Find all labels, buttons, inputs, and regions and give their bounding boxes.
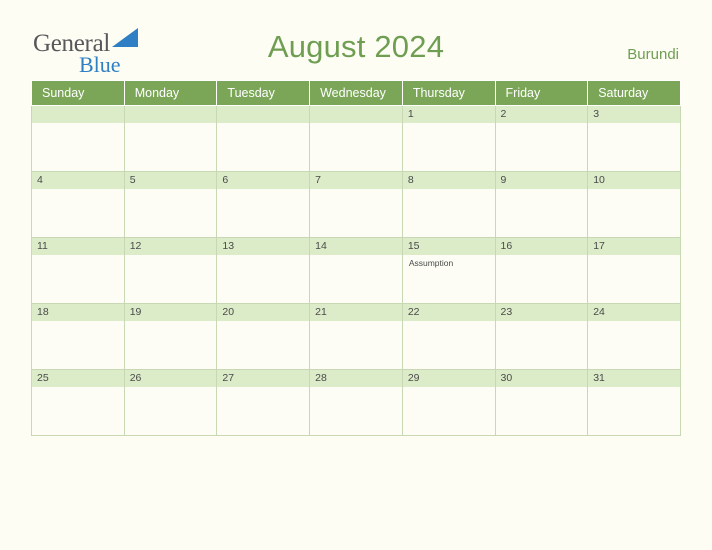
day-cell[interactable]: [402, 304, 495, 370]
day-cell[interactable]: [402, 172, 495, 238]
day-cell-empty: [32, 106, 125, 172]
event-list: [403, 255, 495, 269]
day-cell[interactable]: [217, 172, 310, 238]
day-cell-empty: [124, 106, 217, 172]
day-number: 27: [217, 370, 309, 387]
day-number: 5: [125, 172, 217, 189]
day-number: 2: [496, 106, 588, 123]
day-number: 12: [125, 238, 217, 255]
weekday-header-saturday: Saturday: [588, 81, 681, 106]
month-grid: [31, 80, 681, 436]
day-cell[interactable]: [402, 238, 495, 304]
day-cell[interactable]: [588, 172, 681, 238]
day-number: 26: [125, 370, 217, 387]
event-label: Assumption: [408, 258, 454, 268]
day-number: [32, 106, 124, 123]
week-row: [32, 370, 681, 436]
day-number: 7: [310, 172, 402, 189]
day-cell[interactable]: [217, 370, 310, 436]
day-number: 9: [496, 172, 588, 189]
day-cell[interactable]: [495, 304, 588, 370]
day-number: 18: [32, 304, 124, 321]
day-number: 3: [588, 106, 680, 123]
day-cell[interactable]: [310, 172, 403, 238]
weekday-header-row: [32, 81, 681, 106]
month-body: [32, 106, 681, 436]
week-row: [32, 238, 681, 304]
day-number: 15: [403, 238, 495, 255]
weekday-header-thursday: Thursday: [402, 81, 495, 106]
day-number: 8: [403, 172, 495, 189]
day-number: 1: [403, 106, 495, 123]
day-cell[interactable]: [310, 238, 403, 304]
day-number: [217, 106, 309, 123]
country-label: Burundi: [627, 46, 679, 63]
day-number: 21: [310, 304, 402, 321]
day-cell[interactable]: [588, 106, 681, 172]
general-blue-logo[interactable]: [33, 28, 138, 76]
day-cell[interactable]: [402, 106, 495, 172]
day-cell[interactable]: [32, 172, 125, 238]
weekday-header-monday: Monday: [124, 81, 217, 106]
day-number: 17: [588, 238, 680, 255]
weekday-header-wednesday: Wednesday: [310, 81, 403, 106]
day-cell[interactable]: [124, 172, 217, 238]
day-cell[interactable]: [402, 370, 495, 436]
day-number: 22: [403, 304, 495, 321]
day-cell[interactable]: [588, 370, 681, 436]
day-cell[interactable]: [588, 238, 681, 304]
day-number: 30: [496, 370, 588, 387]
day-number: 16: [496, 238, 588, 255]
day-cell[interactable]: [32, 370, 125, 436]
day-number: 28: [310, 370, 402, 387]
week-row: [32, 304, 681, 370]
weekday-header-tuesday: Tuesday: [217, 81, 310, 106]
day-cell[interactable]: [217, 304, 310, 370]
week-row: [32, 106, 681, 172]
page-title: August 2024: [267, 29, 445, 64]
page-header: [0, 0, 712, 78]
day-cell[interactable]: [124, 238, 217, 304]
day-number: [125, 106, 217, 123]
day-number: 19: [125, 304, 217, 321]
weekday-header-sunday: Sunday: [32, 81, 125, 106]
logo-triangle-icon: [112, 28, 138, 53]
day-number: 25: [32, 370, 124, 387]
day-number: 20: [217, 304, 309, 321]
day-cell[interactable]: [217, 238, 310, 304]
day-number: 4: [32, 172, 124, 189]
day-number: 6: [217, 172, 309, 189]
day-cell[interactable]: [495, 106, 588, 172]
day-number: 10: [588, 172, 680, 189]
day-cell[interactable]: [495, 238, 588, 304]
day-cell[interactable]: [32, 238, 125, 304]
day-number: 23: [496, 304, 588, 321]
day-cell[interactable]: [495, 370, 588, 436]
weekday-header-friday: Friday: [495, 81, 588, 106]
day-cell[interactable]: [124, 304, 217, 370]
day-cell-empty: [217, 106, 310, 172]
day-number: 11: [32, 238, 124, 255]
day-number: 13: [217, 238, 309, 255]
day-cell[interactable]: [310, 370, 403, 436]
day-cell[interactable]: [588, 304, 681, 370]
day-cell-empty: [310, 106, 403, 172]
day-number: [310, 106, 402, 123]
day-cell[interactable]: [310, 304, 403, 370]
day-number: 14: [310, 238, 402, 255]
day-number: 24: [588, 304, 680, 321]
day-cell[interactable]: [124, 370, 217, 436]
week-row: [32, 172, 681, 238]
logo-word-blue: Blue: [79, 52, 121, 77]
day-cell[interactable]: [32, 304, 125, 370]
day-number: 29: [403, 370, 495, 387]
day-cell[interactable]: [495, 172, 588, 238]
logo-word-general: General: [33, 30, 111, 57]
day-number: 31: [588, 370, 680, 387]
